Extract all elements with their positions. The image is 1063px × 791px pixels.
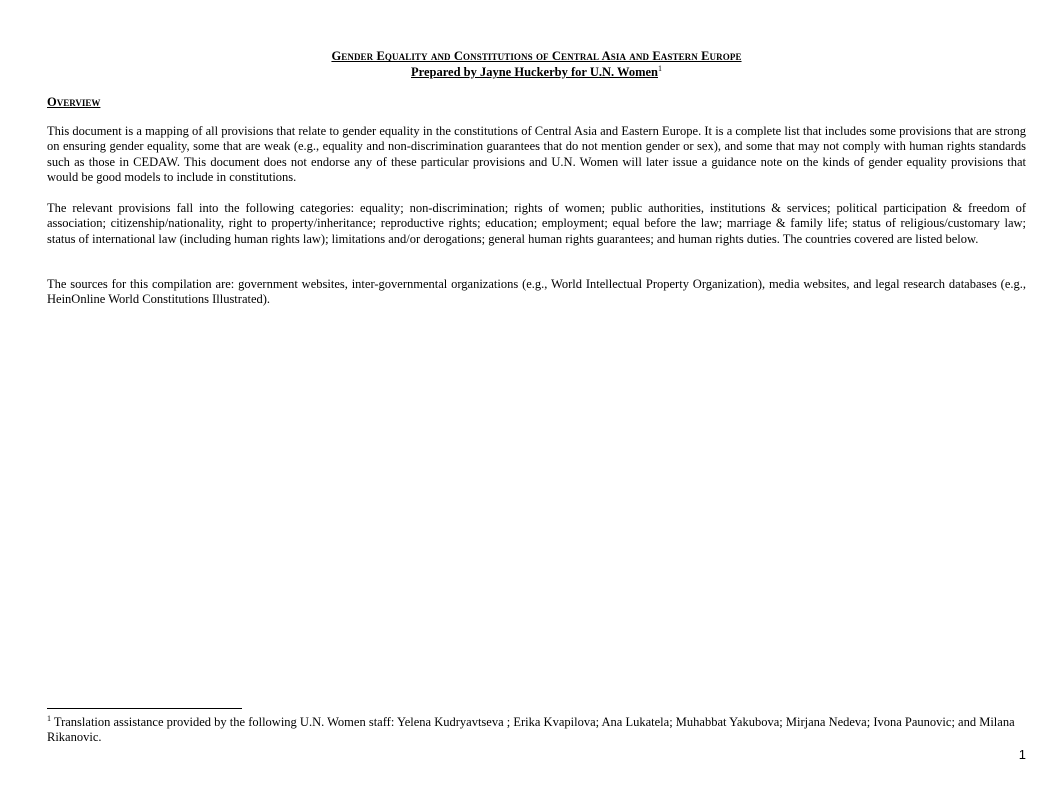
footnote-mark: 1 [47, 713, 51, 723]
document-subtitle: Prepared by Jayne Huckerby for U.N. Women [411, 65, 658, 79]
overview-paragraph-3: The sources for this compilation are: government websites, inter-governmental organizations (e.g., World Intellectual Property Organization), media websites, and legal research databases (e.g., HeinOnline World Constitutions Illustrated). [47, 277, 1026, 307]
footnote [47, 715, 1026, 746]
overview-heading: Overview [47, 95, 101, 109]
document-subtitle-line [47, 64, 1026, 80]
page-number: 1 [1018, 747, 1026, 762]
footnote-text: Translation assistance provided by the following U.N. Women staff: Yelena Kudryavtseva ; Erika Kvapilova; Ana Lukatela; Muhabbat Yakubova; Mirjana Nedeva; Ivona Paunovic; and Milana Rikanovic. [47, 715, 1015, 745]
overview-paragraph-1: This document is a mapping of all provisions that relate to gender equality in the constitutions of Central Asia and Eastern Europe. It is a complete list that includes some provisions that are strong on ensuring gender equality, some that are weak (e.g., equality and non-discrimination guarantees that do not mention gender or sex), and some that may not comply with human rights standards such as those in CEDAW. This document does not endorse any of these particular provisions and U.N. Women will later issue a guidance note on the kinds of gender equality provisions that would be good models to include in constitutions. [47, 124, 1026, 184]
title-block [47, 48, 1026, 80]
subtitle-footnote-mark[interactable]: 1 [658, 63, 662, 73]
footnote-separator [47, 708, 242, 709]
document-title: Gender Equality and Constitutions of Central Asia and Eastern Europe [331, 49, 742, 63]
overview-paragraph-2: The relevant provisions fall into the following categories: equality; non-discrimination; rights of women; public authorities, institutions & services; political participation & freedom of association; citizenship/nationality, right to property/inheritance; reproductive rights; education; employment; equal before the law; marriage & family life; status of religious/customary law; status of international law (including human rights law); limitations and/or derogations; general human rights guarantees; and human rights duties. The countries covered are listed below. [47, 201, 1026, 246]
